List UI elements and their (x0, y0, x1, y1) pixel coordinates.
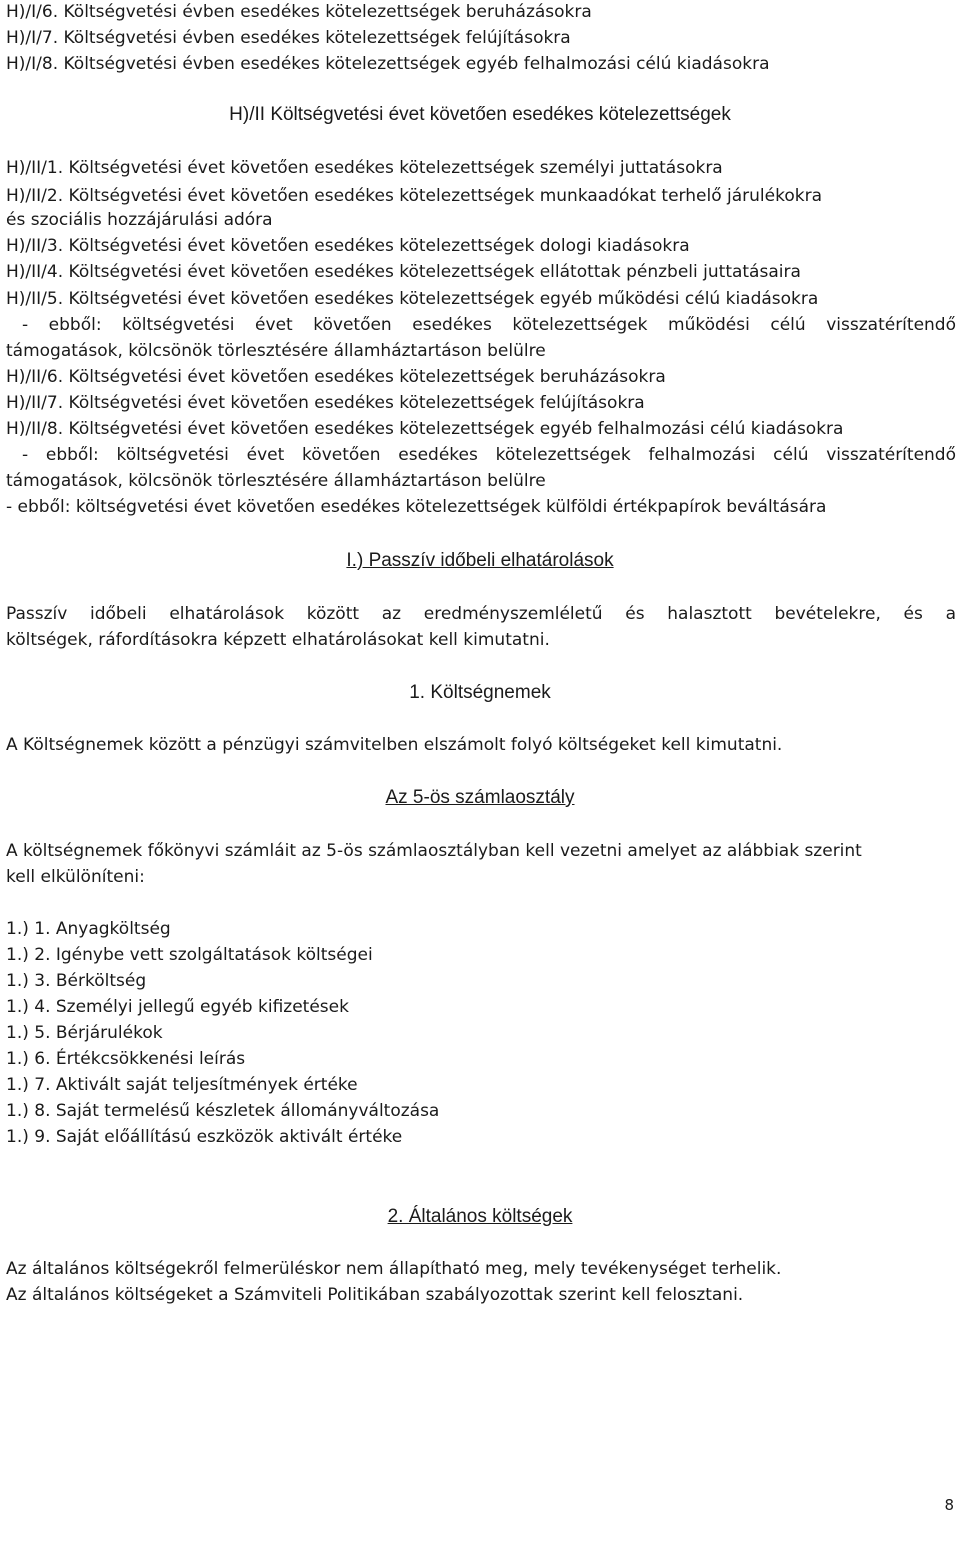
text-line: H)/II/1. Költségvetési évet követően esedékes kötelezettségek személyi juttatásokra (6, 158, 723, 178)
text-line: H)/I/8. Költségvetési évben esedékes kötelezettségek egyéb felhalmozási célú kiadásokra (6, 54, 770, 74)
list-item: 1.) 1. Anyagköltség (6, 919, 171, 939)
paragraph-line: A Költségnemek között a pénzügyi számvitelben elszámolt folyó költségeket kell kimutatni. (6, 735, 783, 755)
list-item: 1.) 4. Személyi jellegű egyéb kifizetések (6, 997, 349, 1017)
section-heading-h2: H)/II Költségvetési évet követően esedékes kötelezettségek (229, 104, 731, 125)
text-line: támogatások, kölcsönök törlesztésére államháztartáson belülre (6, 471, 546, 491)
paragraph-line: költségek, ráfordításokra képzett elhatárolásokat kell kimutatni. (6, 630, 550, 650)
text-line: H)/II/6. Költségvetési évet követően esedékes kötelezettségek beruházásokra (6, 367, 666, 387)
text-line: - ebből: költségvetési évet követően esedékes kötelezettségek működési célú visszatérítendő (22, 315, 956, 335)
paragraph-line: A költségnemek főkönyvi számláit az 5-ös számlaosztályban kell vezetni amelyet az alábbiak szerint (6, 841, 862, 861)
text-line: H)/II/8. Költségvetési évet követően esedékes kötelezettségek egyéb felhalmozási célú kiadásokra (6, 419, 844, 439)
list-item: 1.) 9. Saját előállítású eszközök aktivált értéke (6, 1127, 403, 1147)
section-heading-5: Az 5-ös számlaosztály (385, 787, 575, 808)
section-heading-2: 2. Általános költségek (387, 1206, 573, 1227)
paragraph-line: Az általános költségeket a Számviteli Politikában szabályozottak szerint kell felosztani. (6, 1285, 744, 1305)
text-line: H)/II/3. Költségvetési évet követően esedékes kötelezettségek dologi kiadásokra (6, 236, 690, 256)
text-line: támogatások, kölcsönök törlesztésére államháztartáson belülre (6, 341, 546, 361)
paragraph-line: Passzív időbeli elhatárolások között az eredményszemléletű és halasztott bevételekre, és a (6, 604, 956, 624)
text-line: - ebből: költségvetési évet követően esedékes kötelezettségek külföldi értékpapírok beváltására (6, 497, 827, 517)
list-item: 1.) 3. Bérköltség (6, 971, 147, 991)
text-line: - ebből: költségvetési évet követően esedékes kötelezettségek felhalmozási célú visszatérítendő (22, 445, 956, 465)
list-item: 1.) 2. Igénybe vett szolgáltatások költségei (6, 945, 373, 965)
list-item: 1.) 8. Saját termelésű készletek állományváltozása (6, 1101, 440, 1121)
list-item: 1.) 7. Aktivált saját teljesítmények értéke (6, 1075, 358, 1095)
text-line: és szociális hozzájárulási adóra (6, 210, 273, 230)
text-line: H)/I/7. Költségvetési évben esedékes kötelezettségek felújításokra (6, 28, 571, 48)
text-line: H)/I/6. Költségvetési évben esedékes kötelezettségek beruházásokra (6, 2, 592, 22)
section-heading-i: I.) Passzív időbeli elhatárolások (346, 550, 614, 571)
paragraph-line: kell elkülöníteni: (6, 867, 145, 887)
list-item: 1.) 5. Bérjárulékok (6, 1023, 163, 1043)
text-line: H)/II/4. Költségvetési évet követően esedékes kötelezettségek ellátottak pénzbeli juttatásaira (6, 262, 801, 282)
page-number: 8 (944, 1496, 954, 1514)
text-line: H)/II/5. Költségvetési évet követően esedékes kötelezettségek egyéb működési célú kiadásokra (6, 289, 819, 309)
list-item: 1.) 6. Értékcsökkenési leírás (6, 1049, 246, 1069)
section-heading-1: 1. Költségnemek (409, 682, 551, 703)
text-line: H)/II/2. Költségvetési évet követően esedékes kötelezettségek munkaadókat terhelő járulékokra (6, 186, 822, 206)
paragraph-line: Az általános költségekről felmerüléskor nem állapítható meg, mely tevékenységet terhelik. (6, 1259, 782, 1279)
text-line: H)/II/7. Költségvetési évet követően esedékes kötelezettségek felújításokra (6, 393, 645, 413)
